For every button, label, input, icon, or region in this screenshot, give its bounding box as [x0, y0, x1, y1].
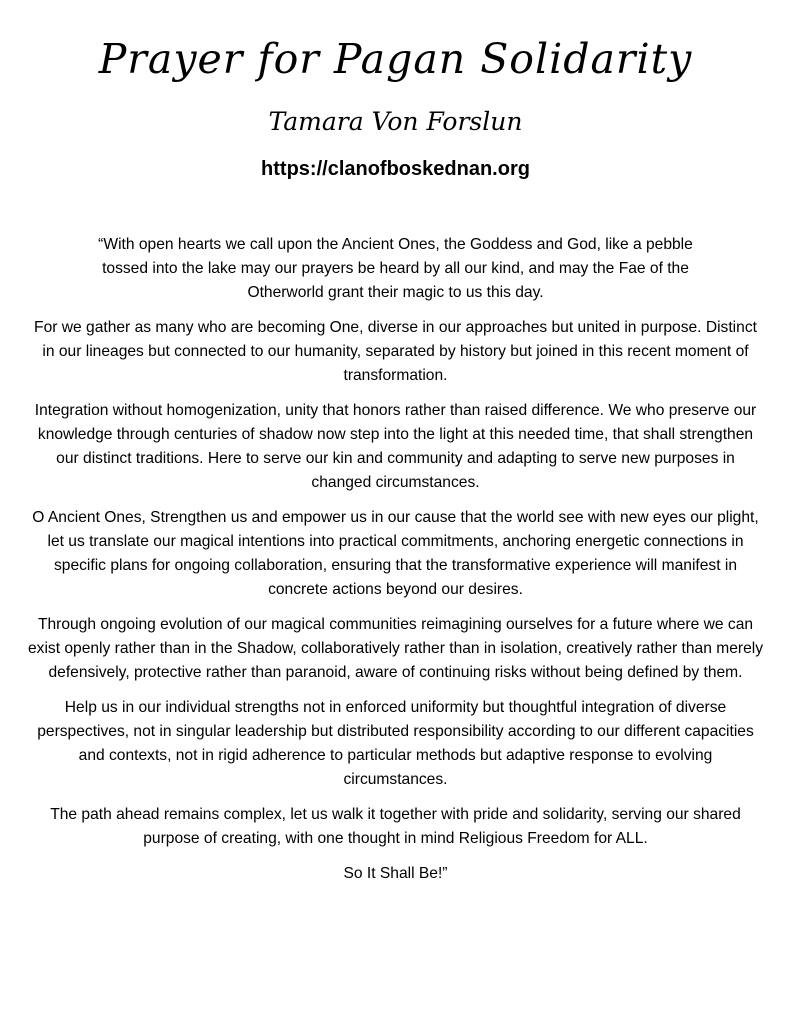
document-title: Prayer for Pagan Solidarity [98, 35, 693, 83]
author-name: Tamara Von Forslun [268, 107, 523, 136]
paragraph-5: Through ongoing evolution of our magical communities reimagining ourselves for a future where we can exist openly rather than in the Shadow, collaboratively rather than in isolation, creatively rather than merely defensively, protective rather than paranoid, aware of continuing risks without being defined by them. [27, 616, 764, 681]
paragraph-1: “With open hearts we call upon the Ancient Ones, the Goddess and God, like a pebble tossed into the lake may our prayers be heard by all our kind, and may the Fae of the Otherworld grant their magic to us this day. [98, 236, 693, 301]
paragraph-2: For we gather as many who are becoming One, diverse in our approaches but united in purpose. Distinct in our lineages but connected to our humanity, separated by history but joined in this recent moment of transformation. [34, 319, 757, 384]
paragraph-7: The path ahead remains complex, let us walk it together with pride and solidarity, serving our shared purpose of creating, with one thought in mind Religious Freedom for ALL. [50, 806, 741, 847]
prayer-body [26, 233, 765, 897]
paragraph-4: O Ancient Ones, Strengthen us and empower us in our cause that the world see with new eyes our plight, let us translate our magical intentions into practical commitments, anchoring energetic connections in specific plans for ongoing collaboration, ensuring that the transformative experience will manifest in concrete actions beyond our desires. [32, 509, 759, 598]
closing-line: So It Shall Be!” [343, 865, 448, 882]
website-url: https://clanofboskednan.org [261, 158, 530, 180]
paragraph-3: Integration without homogenization, unity that honors rather than raised difference. We who preserve our knowledge through centuries of shadow now step into the light at this needed time, that shall strengthen our distinct traditions. Here to serve our kin and community and adapting to serve new purposes in changed circumstances. [34, 402, 757, 491]
paragraph-6: Help us in our individual strengths not in enforced uniformity but thoughtful integration of diverse perspectives, not in singular leadership but distributed responsibility according to our different capacities and contexts, not in rigid adherence to particular methods but adaptive response to evolving circumstances. [37, 699, 754, 788]
